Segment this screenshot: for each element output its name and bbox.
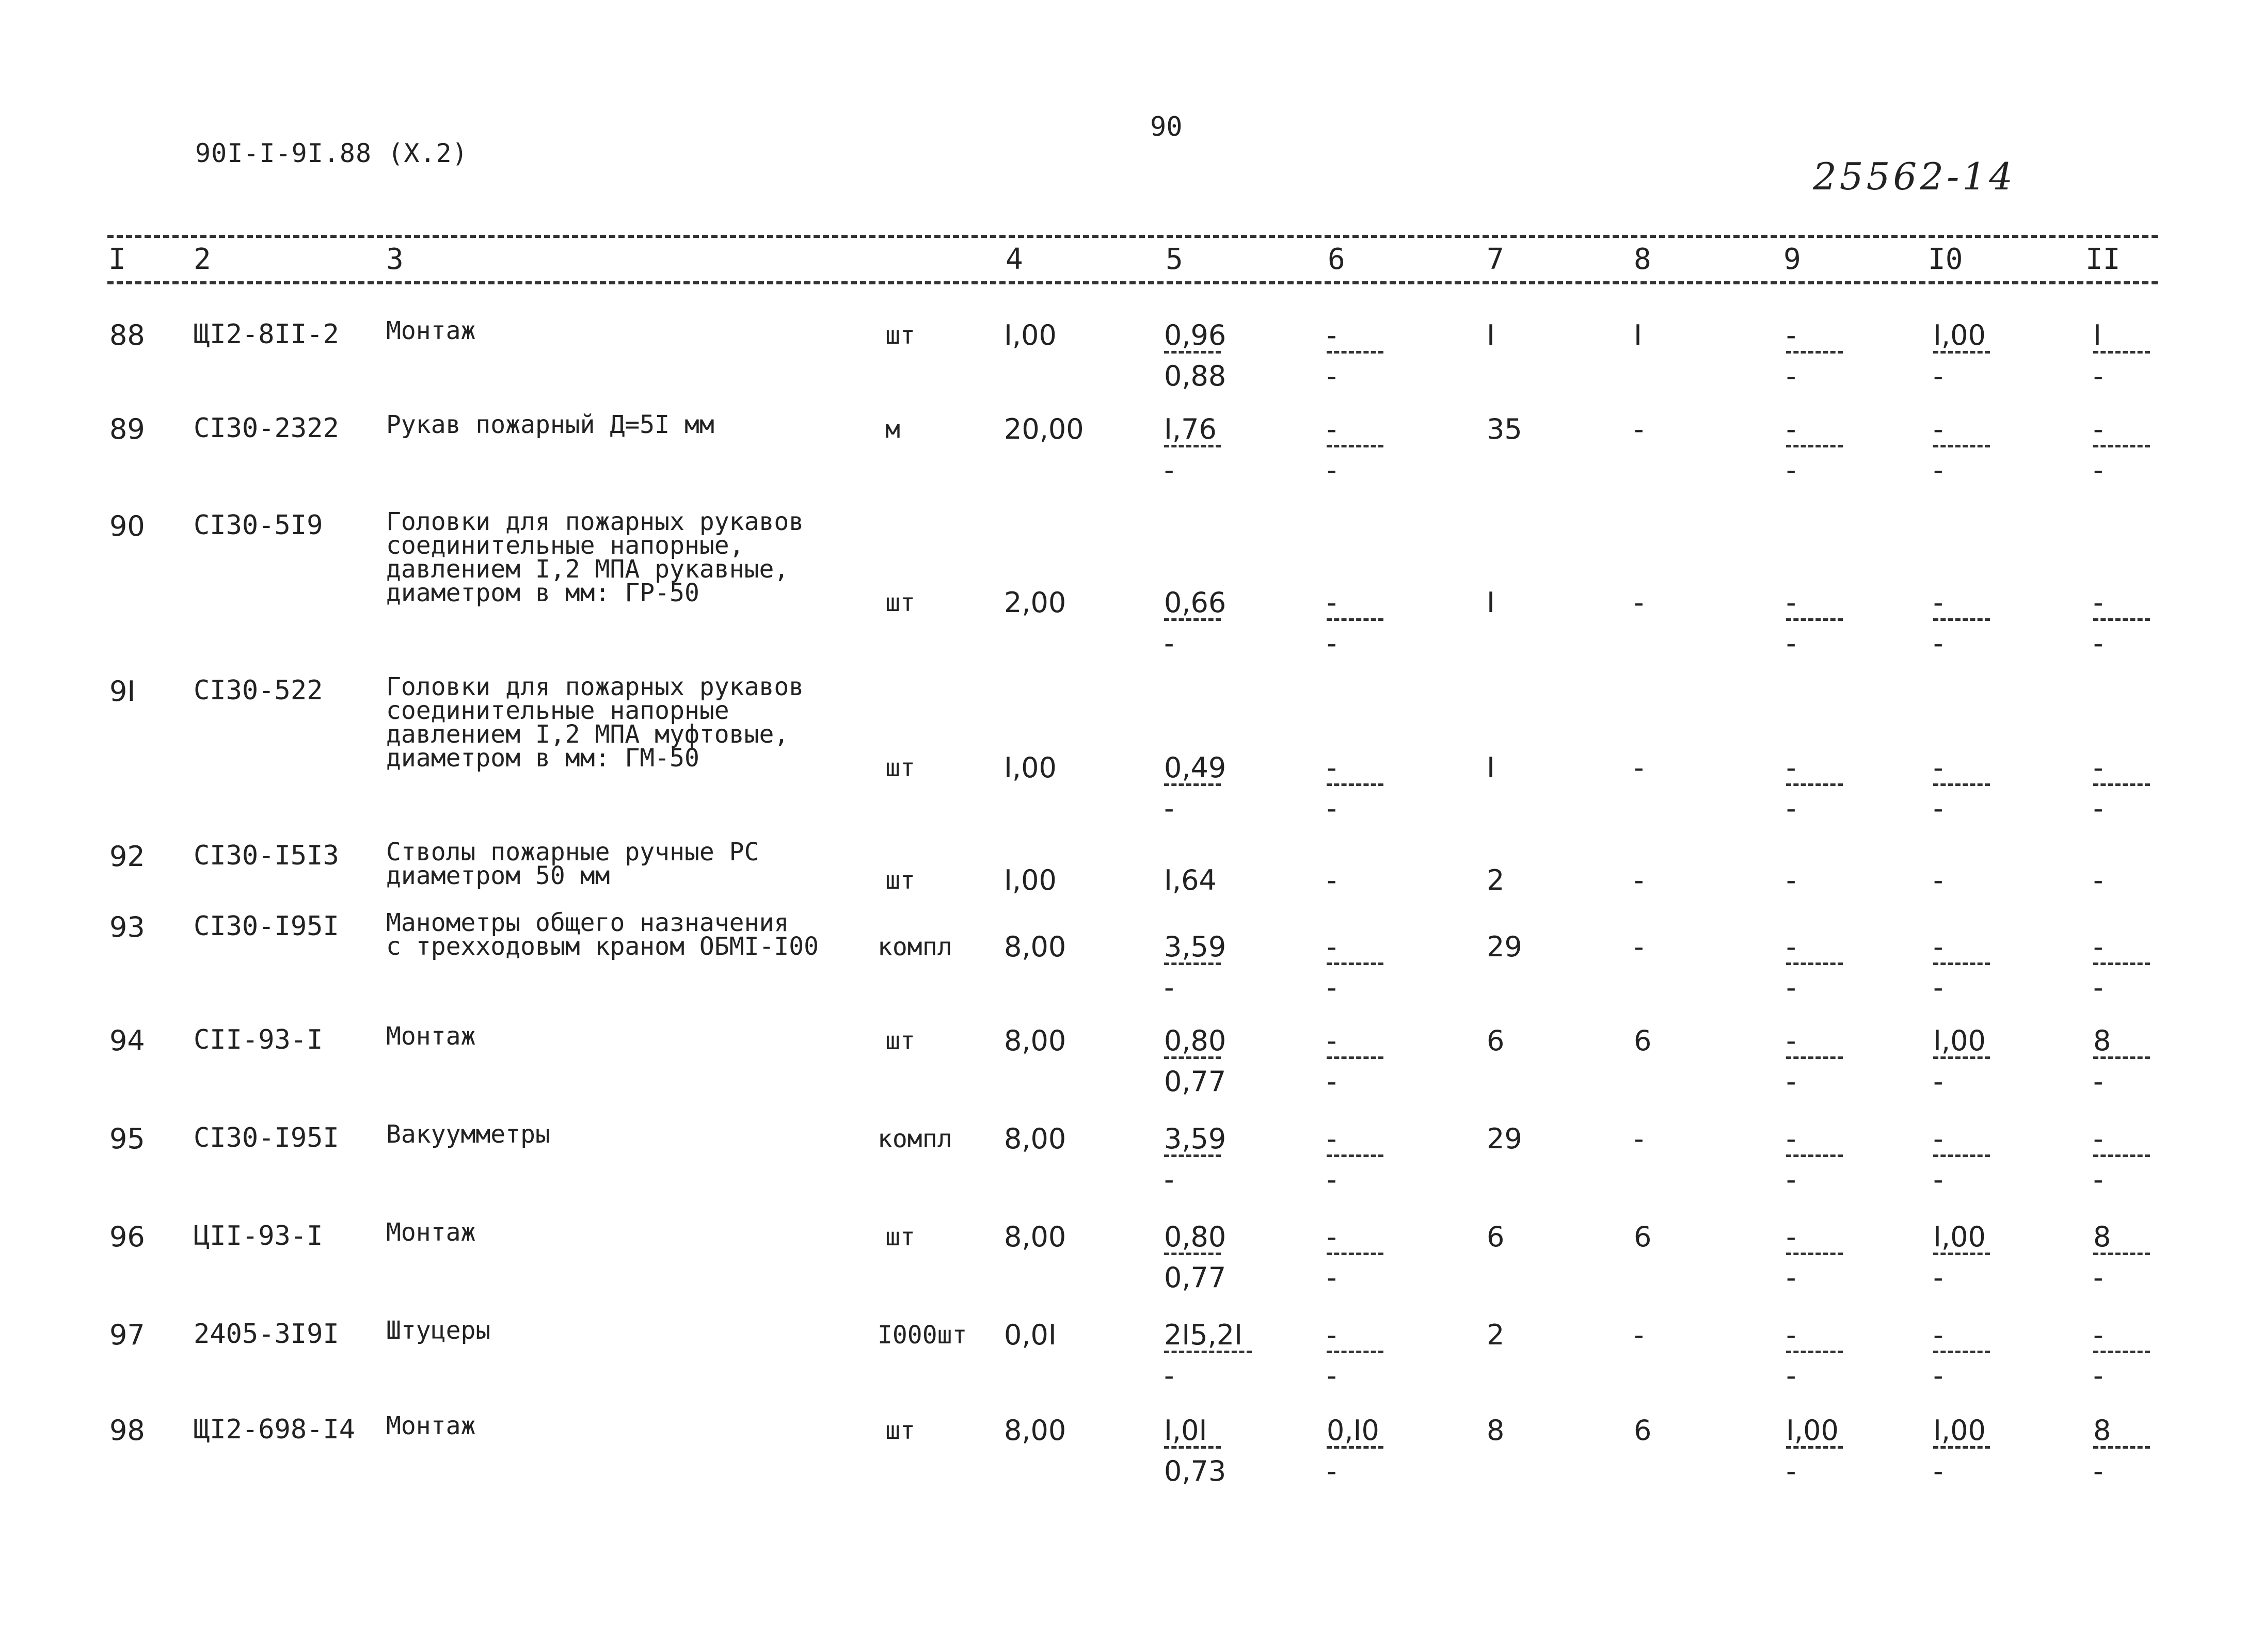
col11-value: - [2093,864,2104,896]
col6-value-numerator: - [1327,1319,1337,1351]
col9-value-numerator: I,00 [1786,1414,1839,1447]
col9-value [1786,1221,1853,1292]
col11-value-denominator: - [2093,1261,2104,1294]
col9-value-numerator: - [1786,1122,1796,1155]
col5-value-numerator: 3,59 [1164,931,1226,963]
document-code: 90I-I-9I.88 (X.2) [195,138,468,168]
item-unit: шт [885,1027,915,1055]
col7-value: 35 [1487,413,1522,445]
col10-value [1933,319,2000,391]
col9-value-denominator: - [1786,971,1796,1004]
col10-value-denominator: - [1933,971,1944,1004]
col9-value-denominator: - [1786,627,1796,660]
col10-value-numerator: - [1933,1122,1944,1155]
item-quantity: 8,00 [1004,1414,1066,1447]
col5-value-numerator: 2I5,2I [1164,1319,1243,1351]
col7-value: 29 [1487,1122,1522,1155]
col6-value-denominator: - [1327,627,1337,660]
col6-value-denominator: - [1327,1359,1337,1392]
col6-value-denominator: - [1327,792,1337,825]
column-header-6: 6 [1328,243,1345,276]
col9-value-numerator: - [1786,1319,1796,1351]
col9-value-denominator: - [1786,792,1796,825]
col11-value-denominator: - [2093,1359,2104,1392]
col6-value-denominator: - [1327,1455,1337,1487]
col6-value-denominator: - [1327,360,1337,392]
col6-value [1327,586,1394,658]
row-number: 89 [109,413,145,445]
row-number: 93 [109,911,145,943]
col10-value-numerator: - [1933,586,1944,619]
col5-value-numerator: I,76 [1164,413,1217,445]
col11-value-numerator: 8 [2093,1024,2111,1057]
col9-value-numerator: - [1786,586,1796,619]
col8-value: I [1634,319,1642,351]
column-header-3: 3 [386,243,404,276]
col7-value: 6 [1487,1221,1505,1253]
col9-value-denominator: - [1786,1455,1796,1487]
item-quantity: 8,00 [1004,931,1066,963]
col9-value-numerator: - [1786,931,1796,963]
col9-value-denominator: - [1786,1163,1796,1196]
col6-value-numerator: - [1327,931,1337,963]
col10-value-denominator: - [1933,1359,1944,1392]
col5-value-numerator: 0,96 [1164,319,1226,351]
col9-value-numerator: - [1786,1024,1796,1057]
item-code: CII-93-I [194,1024,323,1055]
col7-value: 29 [1487,931,1522,963]
item-name: Монтаж [386,1218,476,1247]
item-code: CI30-I5I3 [194,840,339,871]
row-number: 95 [109,1122,145,1155]
col6-value [1327,1024,1394,1096]
col10-value-denominator: - [1933,454,1944,486]
col6-value-numerator: - [1327,751,1337,784]
col11-value-numerator: - [2093,1122,2104,1155]
col5-value-denominator: - [1164,1163,1174,1196]
col5-value: I,64 [1164,864,1217,896]
item-unit: компл [878,1125,952,1153]
item-unit: м [885,415,900,444]
col6-value [1327,931,1394,1002]
col5-value-numerator: 0,80 [1164,1024,1226,1057]
col5-value [1164,751,1231,823]
col9-value: - [1786,864,1796,896]
item-unit: шт [885,1416,915,1445]
col10-value-numerator: - [1933,931,1944,963]
col10-value-numerator: - [1933,1319,1944,1351]
col7-value: I [1487,319,1495,351]
item-quantity: 2,00 [1004,586,1066,619]
col11-value-denominator: - [2093,971,2104,1004]
col11-value-denominator: - [2093,792,2104,825]
col10-value-numerator: I,00 [1933,319,1986,351]
col7-value: I [1487,751,1495,784]
item-code: ЩI2-698-I4 [194,1414,356,1445]
col9-value [1786,586,1853,658]
col11-value [2093,319,2160,391]
col6-value [1327,1319,1394,1390]
col11-value-denominator: - [2093,1455,2104,1487]
col9-value [1786,1414,1853,1486]
item-unit: шт [885,1223,915,1252]
col9-value [1786,1319,1853,1390]
item-quantity: I,00 [1004,319,1057,351]
col7-value: 6 [1487,1024,1505,1057]
col5-value-denominator: - [1164,1359,1174,1392]
col6-value [1327,1414,1394,1486]
col9-value-numerator: - [1786,413,1796,445]
item-code: CI30-5I9 [194,510,323,541]
col10-value [1933,1122,2000,1194]
col9-value-denominator: - [1786,1359,1796,1392]
col11-value-denominator: - [2093,1065,2104,1098]
row-number: 98 [109,1414,145,1447]
col11-value [2093,1221,2160,1292]
col6-value-numerator: - [1327,586,1337,619]
col9-value [1786,319,1853,391]
col9-value [1786,413,1853,485]
col9-value [1786,1122,1853,1194]
col11-value-numerator: - [2093,931,2104,963]
column-header-1: I [108,243,126,276]
col6-value-numerator: - [1327,1024,1337,1057]
col11-value-rule [2093,351,2150,354]
col10-value [1933,1221,2000,1292]
col10-value: - [1933,864,1944,896]
item-unit: шт [885,321,915,350]
col10-value [1933,751,2000,823]
col6-value-denominator: - [1327,1261,1337,1294]
item-quantity: 8,00 [1004,1221,1066,1253]
col10-value [1933,413,2000,485]
col6-value-denominator: - [1327,1163,1337,1196]
col5-value-denominator: - [1164,454,1174,486]
col8-value: - [1634,1319,1644,1351]
row-number: 92 [109,840,145,873]
col6-value-denominator: - [1327,454,1337,486]
col5-value [1164,413,1231,485]
col10-value-denominator: - [1933,792,1944,825]
item-unit: шт [885,753,915,782]
col11-value [2093,1414,2160,1486]
item-code: CI30-2322 [194,413,339,444]
column-header-7: 7 [1487,243,1504,276]
col9-value-numerator: - [1786,319,1796,351]
col10-value-denominator: - [1933,1455,1944,1487]
col10-value-denominator: - [1933,360,1944,392]
col10-value-numerator: I,00 [1933,1024,1986,1057]
header-bottom-rule [107,281,2158,284]
col8-value: - [1634,413,1644,445]
col11-value-numerator: - [2093,1319,2104,1351]
col9-value [1786,931,1853,1002]
col11-value [2093,1122,2160,1194]
col10-value-denominator: - [1933,1163,1944,1196]
item-name: Монтаж [386,316,476,345]
col6-value: - [1327,864,1337,896]
col9-value-denominator: - [1786,360,1796,392]
item-unit: компл [878,933,952,961]
col6-value-numerator: - [1327,319,1337,351]
item-name: Монтаж [386,1412,476,1440]
col6-value [1327,1122,1394,1194]
row-number: 90 [109,510,145,542]
col9-value-numerator: - [1786,751,1796,784]
column-header-10: I0 [1928,243,1963,276]
col10-value-numerator: I,00 [1933,1221,1986,1253]
col9-value-denominator: - [1786,454,1796,486]
col6-value [1327,413,1394,485]
column-header-2: 2 [194,243,211,276]
row-number: 94 [109,1024,145,1057]
col9-value-denominator: - [1786,1065,1796,1098]
item-name: Головки для пожарных рукавов соединительные напорные давлением I,2 МПА муфтовые, диаметром в мм: ГМ-50 [386,672,804,773]
col11-value [2093,931,2160,1002]
col11-value-numerator: 8 [2093,1414,2111,1447]
col8-value: 6 [1634,1024,1652,1057]
col5-value-numerator: I,0I [1164,1414,1207,1447]
col5-value-denominator: - [1164,792,1174,825]
col5-value-denominator: 0,77 [1164,1065,1226,1098]
col5-value-denominator: - [1164,971,1174,1004]
col10-value-numerator: I,00 [1933,1414,1986,1447]
item-quantity: I,00 [1004,864,1057,896]
col5-value-numerator: 0,80 [1164,1221,1226,1253]
col6-value-numerator: 0,I0 [1327,1414,1379,1447]
col10-value [1933,586,2000,658]
row-number: 96 [109,1221,145,1253]
col7-value: 2 [1487,1319,1505,1351]
col10-value [1933,1319,2000,1390]
col11-value-numerator: 8 [2093,1221,2111,1253]
column-header-9: 9 [1783,243,1801,276]
col9-value-numerator: - [1786,1221,1796,1253]
col10-value [1933,931,2000,1002]
col5-value [1164,1414,1231,1486]
column-header-11: II [2085,243,2121,276]
col8-value: - [1634,586,1644,619]
item-quantity: 8,00 [1004,1024,1066,1057]
header-top-rule [107,235,2158,238]
col11-value-numerator: I [2093,319,2101,351]
col11-value [2093,1024,2160,1096]
col10-value-denominator: - [1933,1261,1944,1294]
column-header-8: 8 [1634,243,1651,276]
col11-value-denominator: - [2093,360,2104,392]
col11-value-numerator: - [2093,751,2104,784]
col5-value [1164,586,1231,658]
col11-value-numerator: - [2093,586,2104,619]
col7-value: I [1487,586,1495,619]
item-unit: шт [885,588,915,617]
col8-value: - [1634,1122,1644,1155]
col6-value-denominator: - [1327,1065,1337,1098]
col10-value [1933,1414,2000,1486]
page-number: 90 [1150,111,1183,142]
item-name: Рукав пожарный Д=5I мм [386,410,714,439]
col11-value [2093,413,2160,485]
handwritten-number: 25562-14 [1813,155,2016,198]
col6-value [1327,319,1394,391]
item-name: Монтаж [386,1022,476,1051]
item-quantity: 0,0I [1004,1319,1057,1351]
item-unit: шт [885,866,915,895]
col11-value-denominator: - [2093,1163,2104,1196]
row-number: 97 [109,1319,145,1351]
col9-value-denominator: - [1786,1261,1796,1294]
item-quantity: 20,00 [1004,413,1084,445]
item-name: Стволы пожарные ручные РС диаметром 50 мм [386,838,759,890]
col11-value [2093,586,2160,658]
col5-value-denominator: 0,73 [1164,1455,1226,1487]
item-code: CI30-I95I [194,1122,339,1153]
col11-value-denominator: - [2093,627,2104,660]
col5-value [1164,1319,1257,1390]
col6-value-denominator: - [1327,971,1337,1004]
col5-value [1164,931,1231,1002]
col8-value: 6 [1634,1221,1652,1253]
item-code: ЩI2-8II-2 [194,319,339,350]
col10-value [1933,1024,2000,1096]
item-name: Манометры общего назначения с трехходовым краном ОБМI-I00 [386,908,819,961]
row-number: 9I [109,675,136,708]
item-name: Вакуумметры [386,1120,550,1149]
col11-value [2093,1319,2160,1390]
col7-value: 2 [1487,864,1505,896]
col5-value-numerator: 0,66 [1164,586,1226,619]
col9-value [1786,1024,1853,1096]
col9-value [1786,751,1853,823]
col5-value [1164,1221,1231,1292]
col5-value-numerator: 0,49 [1164,751,1226,784]
col7-value: 8 [1487,1414,1505,1447]
item-unit: I000шт [878,1321,967,1350]
col5-value-denominator: - [1164,627,1174,660]
item-code: ЦII-93-I [194,1221,323,1252]
col6-value-numerator: - [1327,1122,1337,1155]
col10-value-numerator: - [1933,413,1944,445]
col5-value [1164,1122,1231,1194]
row-number: 88 [109,319,145,351]
item-code: 2405-3I9I [194,1319,339,1350]
col5-value [1164,319,1231,391]
col10-value-denominator: - [1933,1065,1944,1098]
col8-value: - [1634,931,1644,963]
item-name: Штуцеры [386,1316,491,1345]
col5-value-denominator: 0,77 [1164,1261,1226,1294]
item-name: Головки для пожарных рукавов соединительные напорные, давлением I,2 МПА рукавные, диаметром в мм: ГР-50 [386,507,804,607]
col8-value: 6 [1634,1414,1652,1447]
col10-value-denominator: - [1933,627,1944,660]
col6-value [1327,751,1394,823]
item-code: CI30-522 [194,675,323,706]
col11-value-denominator: - [2093,454,2104,486]
col5-value-denominator: 0,88 [1164,360,1226,392]
item-code: CI30-I95I [194,911,339,942]
col5-value [1164,1024,1231,1096]
col8-value: - [1634,864,1644,896]
col10-value-numerator: - [1933,751,1944,784]
col11-value [2093,751,2160,823]
column-header-5: 5 [1166,243,1183,276]
col5-value-numerator: 3,59 [1164,1122,1226,1155]
col11-value-numerator: - [2093,413,2104,445]
col6-value [1327,1221,1394,1292]
col8-value: - [1634,751,1644,784]
col6-value-numerator: - [1327,1221,1337,1253]
item-quantity: 8,00 [1004,1122,1066,1155]
column-header-4: 4 [1006,243,1023,276]
item-quantity: I,00 [1004,751,1057,784]
col6-value-numerator: - [1327,413,1337,445]
